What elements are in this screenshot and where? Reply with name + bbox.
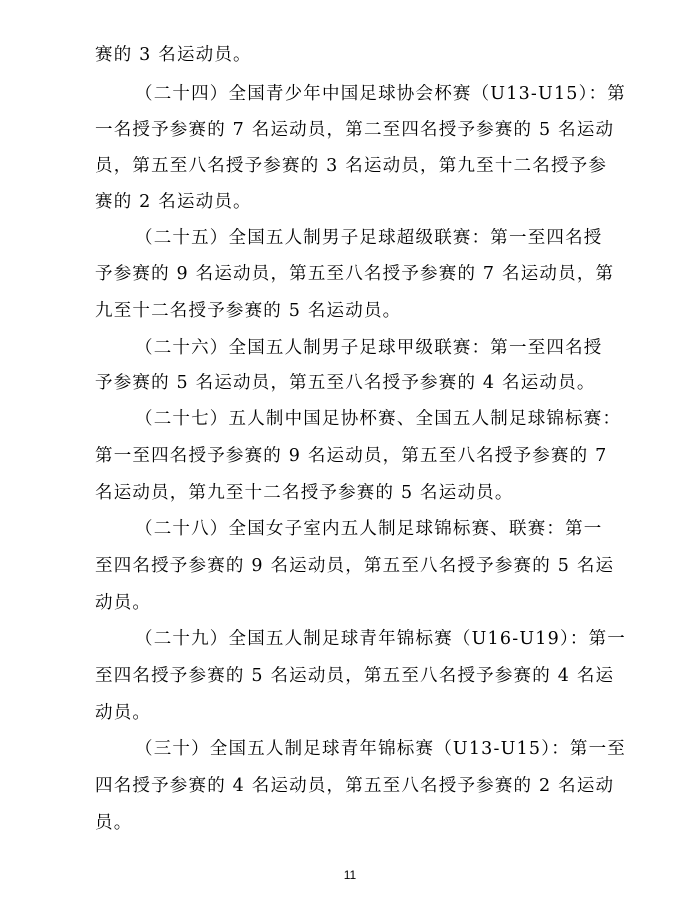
- text-line: 九至十二名授予参赛的 5 名运动员。: [95, 301, 402, 321]
- text-line: 动员。: [95, 703, 152, 723]
- text-line: 名运动员，第九至十二名授予参赛的 5 名运动员。: [95, 483, 514, 503]
- text-line: 一名授予参赛的 7 名运动员，第二至四名授予参赛的 5 名运动: [95, 120, 615, 140]
- text-line: （二十七）五人制中国足协杯赛、全国五人制足球锦标赛：: [135, 409, 622, 429]
- text-line: （三十）全国五人制足球青年锦标赛（U13-U15）：第一至: [135, 739, 626, 759]
- text-line: 予参赛的 5 名运动员，第五至八名授予参赛的 4 名运动员。: [95, 373, 596, 393]
- text-line: （二十六）全国五人制男子足球甲级联赛：第一至四名授: [135, 338, 603, 358]
- text-line: （二十八）全国女子室内五人制足球锦标赛、联赛：第一: [135, 519, 603, 539]
- text-line: 第一至四名授予参赛的 9 名运动员，第五至八名授予参赛的 7: [95, 446, 608, 466]
- text-line: 动员。: [95, 593, 152, 613]
- text-line: 赛的 3 名运动员。: [95, 45, 252, 65]
- page-number: 11: [343, 868, 357, 882]
- text-line: （二十五）全国五人制男子足球超级联赛：第一至四名授: [135, 228, 603, 248]
- text-line: 至四名授予参赛的 5 名运动员，第五至八名授予参赛的 4 名运: [95, 666, 615, 686]
- text-line: 赛的 2 名运动员。: [95, 192, 252, 212]
- text-line: 予参赛的 9 名运动员，第五至八名授予参赛的 7 名运动员，第: [95, 264, 615, 284]
- text-line: （二十四）全国青少年中国足球协会杯赛（U13-U15）：第: [135, 84, 626, 104]
- text-line: 员。: [95, 813, 133, 833]
- text-line: 员，第五至八名授予参赛的 3 名运动员，第九至十二名授予参: [95, 156, 608, 176]
- text-line: （二十九）全国五人制足球青年锦标赛（U16-U19）：第一: [135, 629, 626, 649]
- text-line: 四名授予参赛的 4 名运动员，第五至八名授予参赛的 2 名运动: [95, 776, 615, 796]
- text-line: 至四名授予参赛的 9 名运动员，第五至八名授予参赛的 5 名运: [95, 556, 615, 576]
